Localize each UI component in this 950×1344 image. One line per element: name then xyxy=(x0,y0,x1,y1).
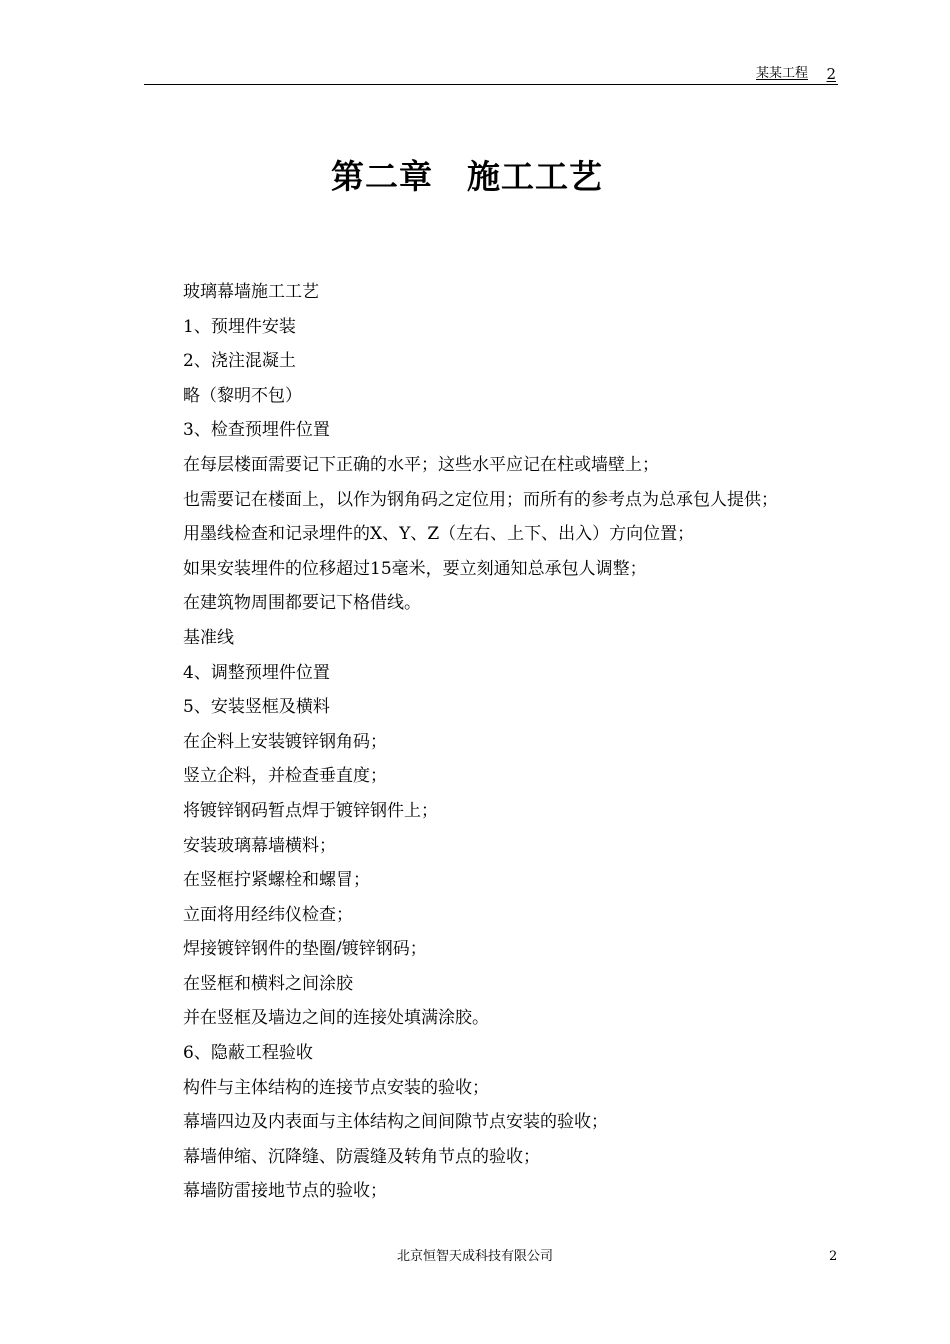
text-line: 也需要记在楼面上，以作为钢角码之定位用；而所有的参考点为总承包人提供； xyxy=(183,489,778,510)
text-line: 玻璃幕墙施工工艺 xyxy=(183,282,319,302)
text-line: 略（黎明不包） xyxy=(183,385,302,406)
text-line: 幕墙伸缩、沉降缝、防震缝及转角节点的验收； xyxy=(183,1146,540,1167)
text-line: 幕墙防雷接地节点的验收； xyxy=(183,1181,387,1202)
text-line: 用墨线检查和记录埋件的X、Y、Z（左右、上下、出入）方向位置； xyxy=(183,524,695,545)
footer-company: 北京恒智天成科技有限公司 xyxy=(396,1249,553,1264)
text-line: 5、安装竖框及横料 xyxy=(183,697,330,718)
text-line: 幕墙四边及内表面与主体结构之间间隙节点安装的验收； xyxy=(183,1112,608,1133)
text-line: 如果安装埋件的位移超过15毫米，要立刻通知总承包人调整； xyxy=(183,558,647,579)
body-text xyxy=(183,275,843,1209)
text-line: 在竖框和横料之间涂胶 xyxy=(183,973,353,994)
text-line: 竖立企料，并检查垂直度； xyxy=(183,766,387,787)
footer-page-number: 2 xyxy=(829,1249,838,1264)
text-line: 基准线 xyxy=(183,627,234,648)
text-line: 在企料上安装镀锌钢角码； xyxy=(183,731,387,752)
chapter-title: 第二章 施工工艺 xyxy=(331,157,603,196)
text-line: 立面将用经纬仪检查； xyxy=(183,904,353,925)
text-line: 在竖框拧紧螺栓和螺冒； xyxy=(183,870,370,891)
text-line: 焊接镀锌钢件的垫圈/镀锌钢码； xyxy=(183,939,427,960)
text-line: 在每层楼面需要记下正确的水平；这些水平应记在柱或墙壁上； xyxy=(183,454,659,475)
text-line: 1、预埋件安装 xyxy=(183,316,296,337)
header-page-number: 2 xyxy=(826,65,836,83)
text-line: 3、检查预埋件位置 xyxy=(183,420,330,441)
text-line: 在建筑物周围都要记下格借线。 xyxy=(183,593,421,614)
text-line: 4、调整预埋件位置 xyxy=(183,662,330,683)
text-line: 6、隐蔽工程验收 xyxy=(183,1043,313,1064)
text-line: 2、浇注混凝土 xyxy=(183,351,296,372)
page-header xyxy=(144,66,838,85)
text-line: 并在竖框及墙边之间的连接处填满涂胶。 xyxy=(183,1008,489,1029)
text-line: 将镀锌钢码暂点焊于镀锌钢件上； xyxy=(183,800,438,821)
text-line: 构件与主体结构的连接节点安装的验收； xyxy=(183,1077,489,1098)
text-line: 安装玻璃幕墙横料； xyxy=(183,835,336,856)
header-title: 某某工程 xyxy=(755,66,808,81)
